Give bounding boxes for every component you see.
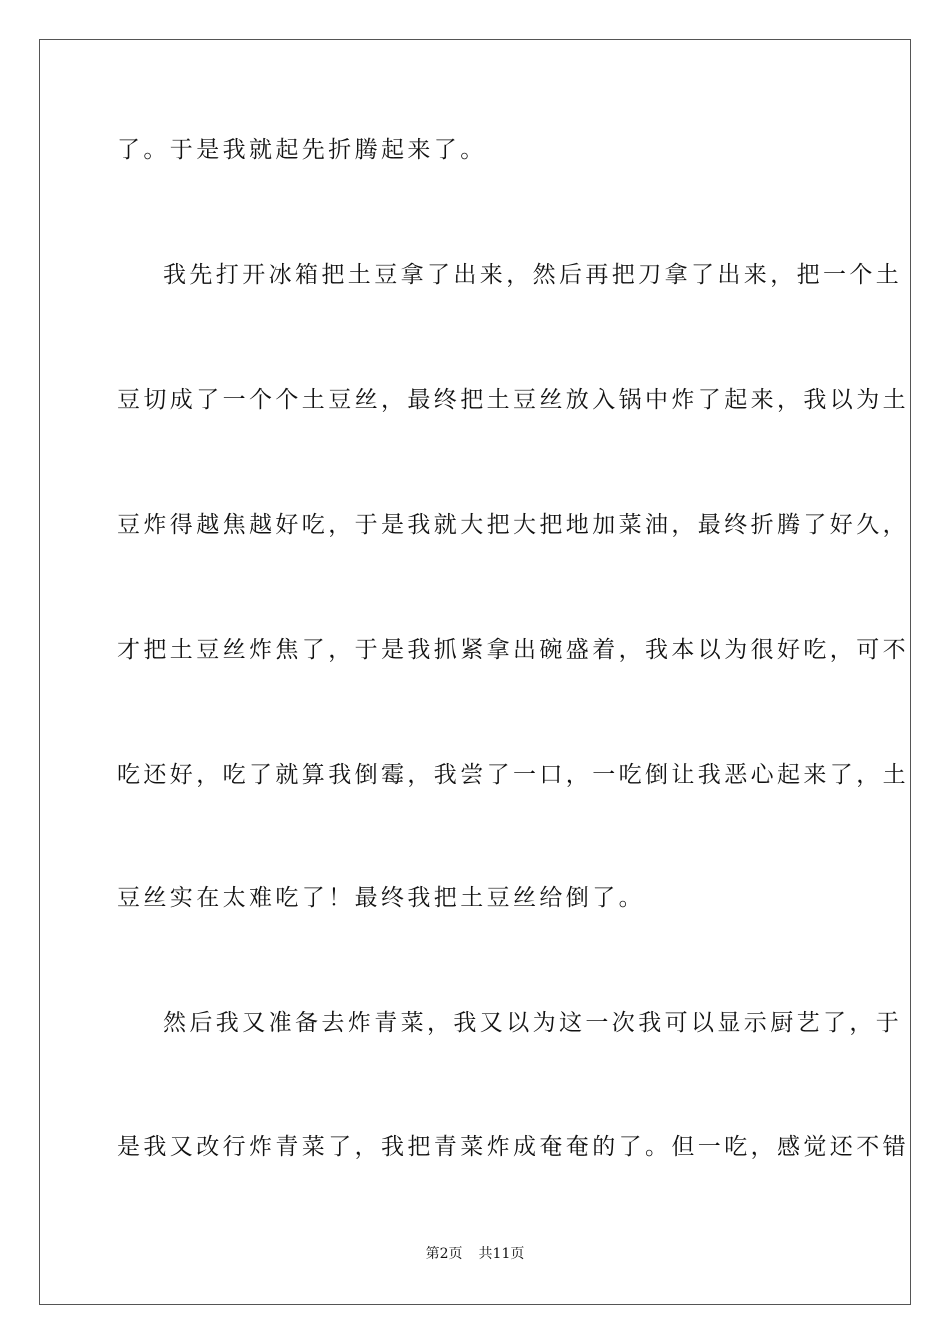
text-line: 豆丝实在太难吃了！最终我把土豆丝给倒了。 (117, 885, 645, 911)
text-line: 豆切成了一个个土豆丝，最终把土豆丝放入锅中炸了起来，我以为土 (117, 387, 909, 413)
page-number: 第2页 (425, 1246, 463, 1262)
paragraph-start-line: 我先打开冰箱把土豆拿了出来，然后再把刀拿了出来，把一个土 (163, 262, 903, 288)
page-footer (0, 1245, 950, 1263)
text-line: 吃还好，吃了就算我倒霉，我尝了一口，一吃倒让我恶心起来了，土 (117, 762, 909, 788)
text-line: 了。于是我就起先折腾起来了。 (117, 137, 487, 163)
text-line: 是我又改行炸青菜了，我把青菜炸成奄奄的了。但一吃，感觉还不错 (117, 1134, 909, 1160)
text-line: 才把土豆丝炸焦了，于是我抓紧拿出碗盛着，我本以为很好吃，可不 (117, 637, 909, 663)
page-total: 共11页 (478, 1246, 525, 1262)
paragraph-start-line: 然后我又准备去炸青菜，我又以为这一次我可以显示厨艺了，于 (163, 1010, 903, 1036)
page-border (39, 39, 911, 1305)
text-line: 豆炸得越焦越好吃，于是我就大把大把地加菜油，最终折腾了好久， (117, 512, 909, 538)
